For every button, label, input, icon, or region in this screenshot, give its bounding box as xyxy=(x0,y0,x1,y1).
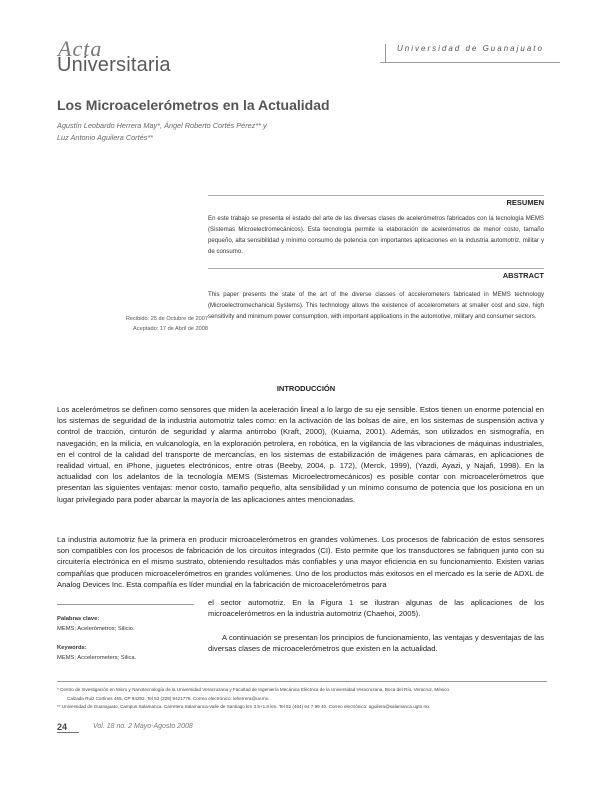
resumen-rule xyxy=(208,195,544,196)
page-number: 24 xyxy=(57,722,68,732)
header-divider-vertical xyxy=(385,44,386,62)
header-divider-horizontal xyxy=(380,62,560,63)
keywords-en-text: MEMS; Accelerometers; Silica. xyxy=(57,655,137,661)
article-title: Los Microacelerómetros en la Actualidad xyxy=(57,97,330,113)
keywords-es-heading: Palabras clave: xyxy=(57,616,100,622)
resumen-text: En este trabajo se presenta el estado del arte de las diversas clases de acelerómetros fabricados con la tecnología MEMS (Sistemas Microelectromecánicos). Esta tecnología permite la elaboración de acelerómetros de menor costo, tamaño pequeño, alta sensibilidad y mínimo consumo de potencia con importantes aplicaciones en la industria automotriz, militar y de consumo. xyxy=(208,215,544,255)
intro-paragraph-3: el sector automotriz. En la Figura 1 se ilustran algunas de las aplicaciones de los microacelerómetros en la industria automotriz (Chaehoi, 2005). xyxy=(208,598,544,619)
intro-paragraph-1: Los acelerómetros se definen como sensores que miden la aceleración lineal a lo largo de su eje sensible. Estos tienen un enorme potencial en los sistemas de seguridad de la industria automotriz tales como: en la activación de las bolsas de aire, en los sistemas de suspensión activa y control de tracción, cinturón de seguridad y alarma antirrobo (Kraft, 2000), (Kuiama, 2001). Además, son utilizados en sismografía, en navegación, en la milicia, en vulcanología, en la exploración petrolera, en robótica, en la vigilancia de las vibraciones de máquinas industriales, en el control de la calidad del transporte de mercancías, en los sistemas de estabilización de imágenes para cámaras, en aplicaciones de realidad virtual, en iPhone, juguetes electrónicos, entre otras (Beeby, 2004, p. 172), (Merck, 1999), (Yazdi, Ayazi, y Najafi, 1998). En la actualidad con los adelantos de la tecnología MEMS (Sistemas Microelectromecánicos) es posible contar con microacelerómetros que presentan las siguientes ventajas: menor costo, tamaño pequeño, alta sensibilidad y un mínimo consumo de potencia que los posiciona en un lugar privilegiado para poder abarcar la mayoría de las aplicaciones antes mencionadas. xyxy=(57,405,544,504)
keywords-rule xyxy=(57,604,194,605)
volume-info: Vol. 18 no. 2 Mayo-Agosto 2008 xyxy=(93,723,193,730)
footnote-1: * Centro de Investigación en Micro y Nanotecnología de la Universidad Veracruzana y Facultad de Ingeniería Mecánica Eléctrica de la Universidad Veracruzana, Boca del Río, Veracruz, México. xyxy=(57,687,451,692)
article-authors xyxy=(57,120,357,144)
page-number-rule xyxy=(57,732,79,733)
abstract-heading: ABSTRACT xyxy=(502,271,544,280)
article-dates xyxy=(90,314,208,334)
keywords-es xyxy=(57,614,197,634)
date-received: Recibido: 25 de Octubre de 2007 xyxy=(125,316,208,322)
date-accepted: Aceptado: 17 de Abril de 2008 xyxy=(133,326,208,332)
footnote-2: ** Universidad de Guanajuato, Campus Salamanca. Carretera Salamanca-Valle de Santiago km 3.5+1.8 km. Tel 52 (464) 64 7 99 40. Correo electrónico: aguilera@salamanca.ugto.mx xyxy=(57,704,430,709)
resumen-heading: RESUMEN xyxy=(506,198,544,207)
authors-line-1: Agustín Leobardo Herrera May*, Ángel Roberto Cortés Pérez** y xyxy=(57,121,267,130)
journal-logo-universitaria: Universitaria xyxy=(57,54,171,76)
footnote-1-address: Calzada Ruiz Cortines 455, CP 94292. Tel 52 (229) 9421778. Correo electrónico: leherrera@uv.mx. xyxy=(67,695,270,701)
keywords-en xyxy=(57,643,197,663)
footnotes xyxy=(57,686,547,712)
abstract-rule xyxy=(208,268,544,269)
journal-logo-acta: Acta xyxy=(58,36,103,61)
header-university: Universidad de Guanajuato xyxy=(397,44,544,53)
authors-line-2: Luz Antonio Aguilera Cortés** xyxy=(57,133,153,142)
abstract-text: This paper presents the state of the art of the diverse classes of accelerometers fabricated in MEMS technology (Microelectromechanical Systems). This technology allows the existence of accelerometers at smaller cost and size, high sensitivity and minimum power consumption, with important applications in the automotive, military and consumer sectors. xyxy=(208,291,544,320)
keywords-es-text: MEMS; Acelerómetros; Silicio. xyxy=(57,626,135,632)
footnote-rule xyxy=(57,681,547,682)
introduccion-heading: INTRODUCCIÓN xyxy=(276,384,336,393)
intro-paragraph-2: La industria automotriz fue la primera en producir microacelerómetros en grandes volúmenes. Los procesos de fabricación de estos sensores son compatibles con los procesos de fabricación de los circuitos integrados (CI). Esto permite que los transductores se fabriquen junto con su circuitería electrónica en el mismo sustrato, obteniendo resultados más confiables y una mayor eficiencia en su funcionamiento. Existen varias compañías que producen microacelerómetros en grandes volúmenes. Uno de los productos más exitosos en el mercado es la serie de ADXL de Analog Devices Inc. Esta compañía es líder mundial en la fabricación de microacelerómetros para xyxy=(57,535,544,589)
intro-paragraph-4: A continuación se presentan los principios de funcionamiento, las ventajas y desventajas de las diversas clases de microacelerómetros que existen en la actualidad. xyxy=(208,633,544,654)
keywords-en-heading: Keywords: xyxy=(57,645,87,651)
